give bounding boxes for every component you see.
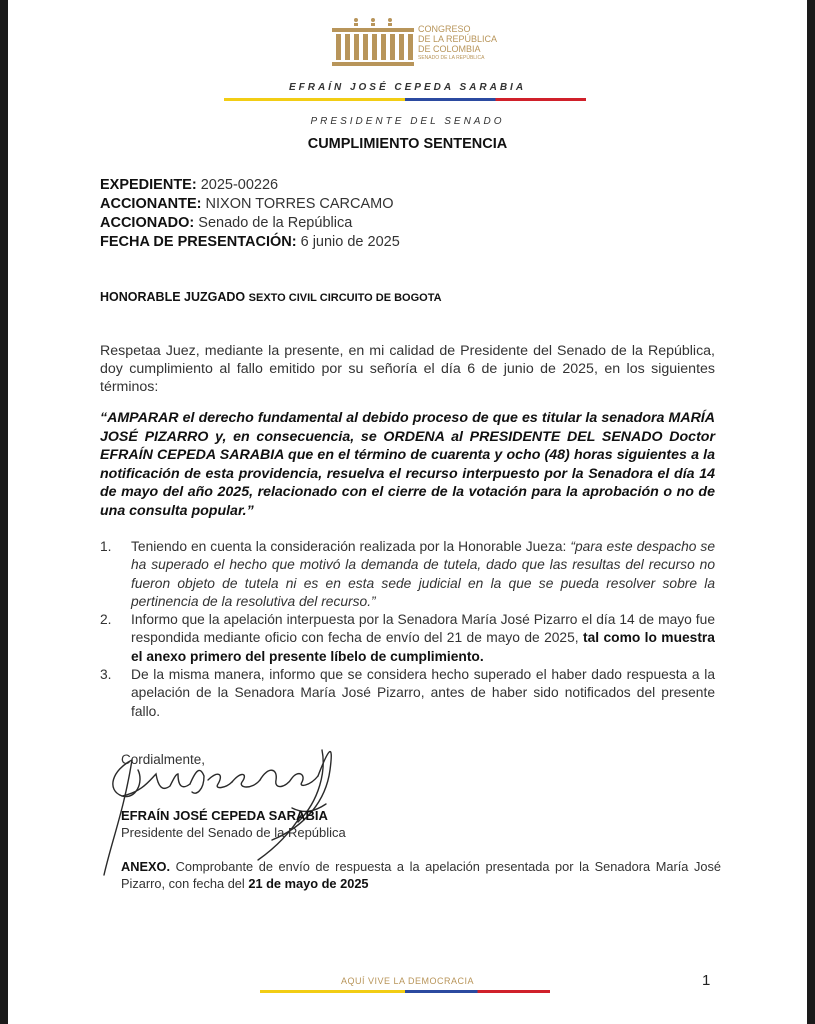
list-number: 2. <box>100 612 112 628</box>
case-detail-label: ACCIONANTE: <box>100 196 202 212</box>
document-page <box>8 0 807 1024</box>
intro-paragraph: Respetaa Juez, mediante la presente, en mi calidad de Presidente del Senado de la República, doy cumplimiento al fallo emitido por su señoría el día 6 de junio de 2025, en los siguientes términos: <box>100 343 715 395</box>
ruling-quote: “AMPARAR el derecho fundamental al debido proceso de que es titular la senadora MARÍA JOSÉ PIZARRO y, en consecuencia, se ORDENA al PRESIDENTE DEL SENADO Doctor EFRAÍN CEPEDA SARABIA que en el término de cuarenta y ocho (48) horas siguientes a la notificación de esta providencia, resuelva el recurso interpuesto por la Senadora el día 14 de mayo del año 2025, relacionado con el cierre de la votación para la aprobación o no de una consulta popular.” <box>100 410 715 519</box>
institution-line: SENADO DE LA REPÚBLICA <box>418 55 485 61</box>
list-text: Teniendo en cuenta la consideración realizada por la Honorable Jueza: <box>131 539 571 554</box>
case-details <box>100 176 400 252</box>
institution-name <box>418 24 504 62</box>
institution-line: DE LA REPÚBLICA <box>418 34 498 44</box>
congress-logo <box>330 14 502 72</box>
case-detail-row <box>100 233 400 252</box>
list-quote: “para este despacho se ha superado el hecho que motivó la demanda de tutela, dado que las resultas del recurso no fueron objeto de tutela ni es en esta sede judicial en la que se pueda resolver sobre la pertinencia de la resolutiva del recurso.” <box>131 539 715 609</box>
capitol-icon <box>330 14 416 72</box>
flag-bar-bottom <box>260 990 550 993</box>
case-detail-row <box>100 214 400 233</box>
list-number: 1. <box>100 539 112 554</box>
closing-salutation: Cordialmente, <box>121 752 206 767</box>
list-number: 3. <box>100 667 112 683</box>
annex-date: 21 de mayo de 2025 <box>248 876 369 891</box>
case-detail-row <box>100 195 400 214</box>
court-addressee <box>100 290 442 304</box>
case-detail-row <box>100 176 400 195</box>
signer-block <box>121 807 346 841</box>
list-item <box>100 611 715 666</box>
list-text: De la misma manera, informo que se considera hecho superado el haber dado respuesta a la apelación de la Senadora María José Pizarro, antes de haber sido notificados del presente fallo. <box>131 667 715 719</box>
footer-slogan: AQUÍ VIVE LA DEMOCRACIA <box>340 976 475 986</box>
letterhead-name: EFRAÍN JOSÉ CEPEDA SARABIA <box>288 82 527 93</box>
flag-bar-top <box>224 98 586 101</box>
case-detail-label: ACCIONADO: <box>100 215 195 231</box>
signer-name: EFRAÍN JOSÉ CEPEDA SARABIA <box>121 808 328 823</box>
document-title: CUMPLIMIENTO SENTENCIA <box>307 136 508 152</box>
annex-note <box>121 858 721 892</box>
case-detail-value: Senado de la República <box>198 215 353 231</box>
case-detail-label: EXPEDIENTE: <box>100 177 197 193</box>
list-text: Informo que la apelación interpuesta por la Senadora María José Pizarro el día 14 de mayo fue respondida mediante oficio con fecha de envío del 21 de mayo de 2025, <box>131 612 715 646</box>
list-emphasis: tal como lo muestra el anexo primero del presente líbelo de cumplimiento. <box>131 630 715 664</box>
case-detail-label: FECHA DE PRESENTACIÓN: <box>100 234 297 250</box>
case-detail-value: 6 junio de 2025 <box>300 234 400 250</box>
numbered-list <box>100 538 715 721</box>
list-item <box>100 538 715 611</box>
page-number: 1 <box>702 972 711 989</box>
court-detail: SEXTO CIVIL CIRCUITO DE BOGOTA <box>248 292 442 304</box>
case-detail-value: 2025-00226 <box>200 177 279 193</box>
list-item <box>100 666 715 721</box>
institution-line: CONGRESO <box>418 24 471 34</box>
institution-line: DE COLOMBIA <box>418 44 481 54</box>
case-detail-value: NIXON TORRES CARCAMO <box>205 196 394 212</box>
letterhead-role: PRESIDENTE DEL SENADO <box>310 116 505 127</box>
annex-label: ANEXO. <box>121 859 171 874</box>
signer-role: Presidente del Senado de la República <box>121 825 346 840</box>
court-main: HONORABLE JUZGADO <box>100 290 246 304</box>
annex-text: Comprobante de envío de respuesta a la apelación presentada por la Senadora María José Pizarro, con fecha del <box>121 859 721 891</box>
